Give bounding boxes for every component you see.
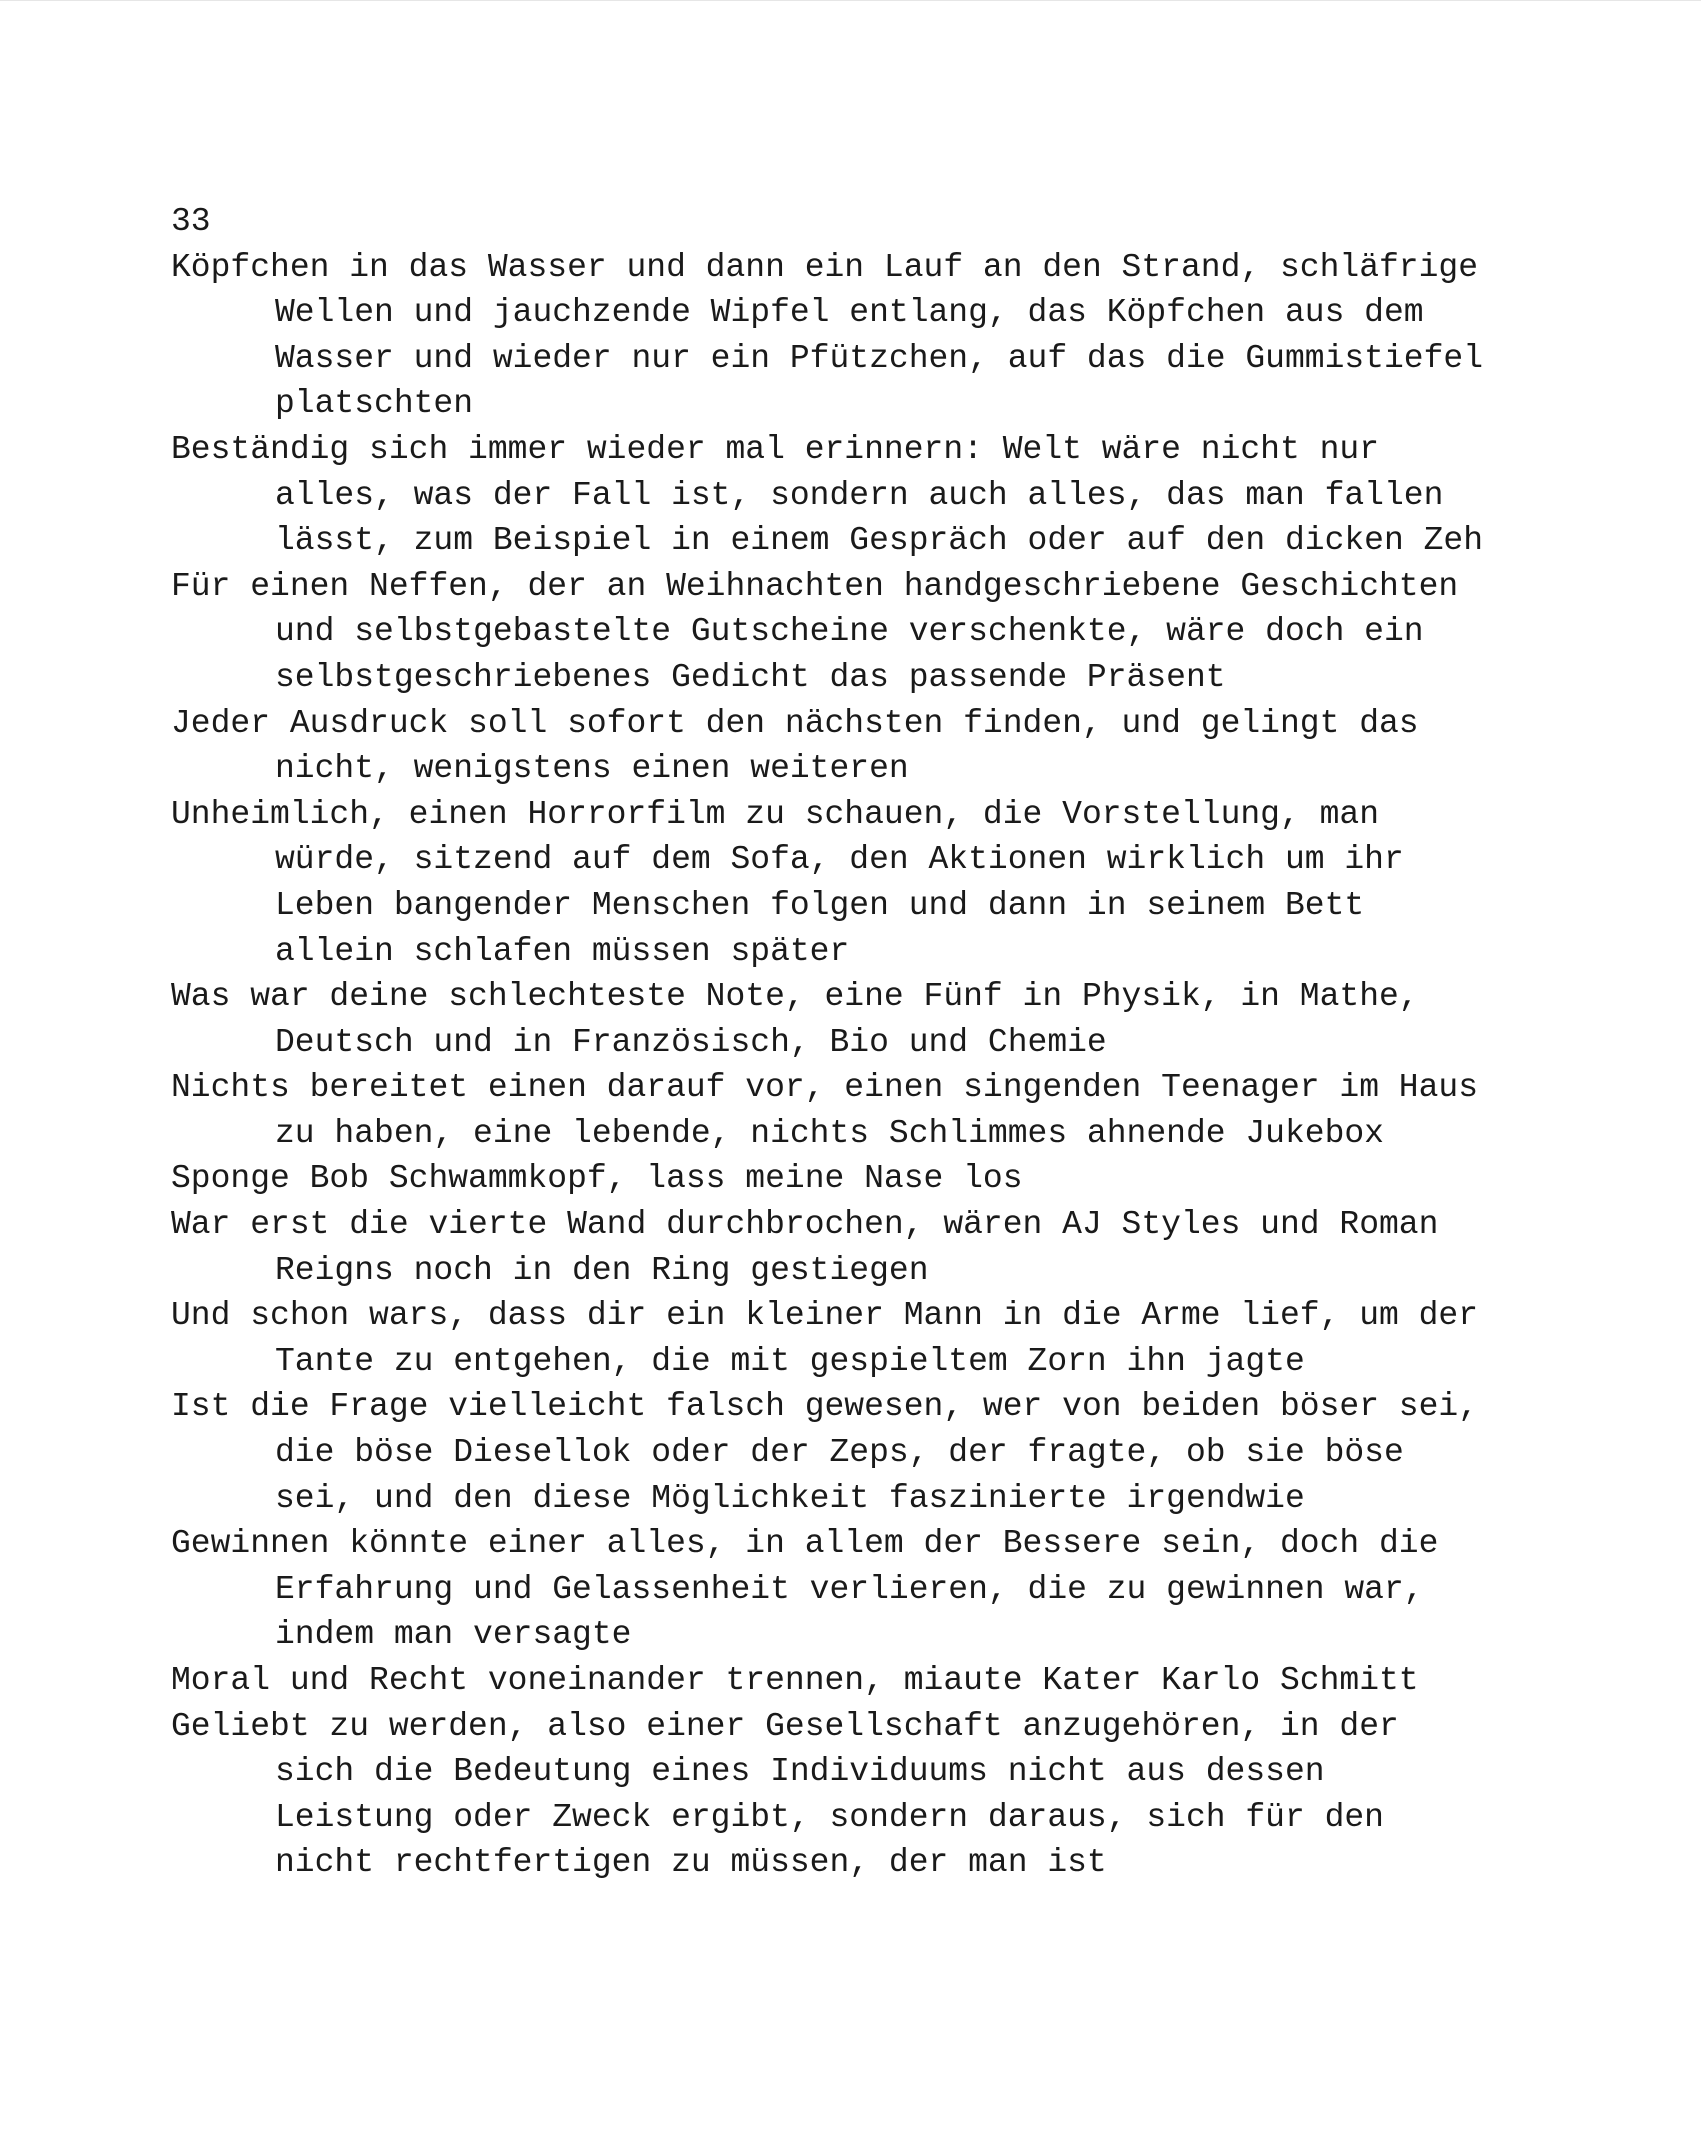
- entry-first-line: War erst die vierte Wand durchbrochen, wären AJ Styles und Roman: [171, 1206, 1439, 1244]
- entry-continuation-line: lässt, zum Beispiel in einem Gespräch oder auf den dicken Zeh: [275, 522, 1483, 560]
- entry-first-line: Für einen Neffen, der an Weihnachten handgeschriebene Geschichten: [171, 567, 1459, 605]
- text-entry: [171, 1384, 1511, 1521]
- entry-continuation-line: selbstgeschriebenes Gedicht das passende Präsent: [275, 658, 1226, 696]
- entry-continuation-line: sich die Bedeutung eines Individuums nicht aus dessen: [275, 1753, 1325, 1791]
- text-entry: [171, 245, 1511, 427]
- entry-first-line: Moral und Recht voneinander trennen, miaute Kater Karlo Schmitt: [171, 1662, 1419, 1699]
- entry-first-line: Beständig sich immer wieder mal erinnern: Welt wäre nicht nur: [171, 430, 1379, 468]
- entry-continuation-line: indem man versagte: [275, 1616, 632, 1654]
- entry-continuation-line: Leistung oder Zweck ergibt, sondern daraus, sich für den: [275, 1798, 1384, 1836]
- text-entry: [171, 1658, 1511, 1704]
- text-entry: [171, 564, 1511, 701]
- text-body: [171, 199, 1511, 1886]
- text-entry: [171, 427, 1511, 564]
- entry-continuation-line: würde, sitzend auf dem Sofa, den Aktionen wirklich um ihr: [275, 841, 1404, 879]
- entry-continuation-line: nicht rechtfertigen zu müssen, der man ist: [275, 1844, 1107, 1882]
- text-entry: [171, 792, 1511, 974]
- entry-first-line: Jeder Ausdruck soll sofort den nächsten finden, und gelingt das: [171, 704, 1419, 742]
- entry-continuation-line: Reigns noch in den Ring gestiegen: [275, 1251, 929, 1289]
- text-entry: [171, 1156, 1511, 1202]
- text-entry: [171, 701, 1511, 792]
- page-number: 33: [171, 203, 211, 240]
- entry-continuation-line: zu haben, eine lebende, nichts Schlimmes ahnende Jukebox: [275, 1114, 1384, 1152]
- text-entry: [171, 1065, 1511, 1156]
- entry-continuation-line: alles, was der Fall ist, sondern auch alles, das man fallen: [275, 476, 1444, 514]
- entry-first-line: Gewinnen könnte einer alles, in allem der Bessere sein, doch die: [171, 1525, 1439, 1563]
- entry-first-line: Sponge Bob Schwammkopf, lass meine Nase los: [171, 1160, 1023, 1198]
- entry-first-line: Unheimlich, einen Horrorfilm zu schauen, die Vorstellung, man: [171, 795, 1379, 833]
- entry-first-line: Köpfchen in das Wasser und dann ein Lauf an den Strand, schläfrige: [171, 248, 1479, 286]
- entry-continuation-line: nicht, wenigstens einen weiteren: [275, 750, 909, 788]
- entry-first-line: Und schon wars, dass dir ein kleiner Mann in die Arme lief, um der: [171, 1297, 1479, 1335]
- entry-continuation-line: sei, und den diese Möglichkeit faszinierte irgendwie: [275, 1479, 1305, 1517]
- entry-continuation-line: Wellen und jauchzende Wipfel entlang, das Köpfchen aus dem: [275, 294, 1424, 332]
- entry-list: [171, 245, 1511, 1886]
- entry-continuation-line: Wasser und wieder nur ein Pfützchen, auf das die Gummistiefel: [275, 339, 1483, 377]
- entry-continuation-line: Erfahrung und Gelassenheit verlieren, die zu gewinnen war,: [275, 1570, 1424, 1608]
- entry-continuation-line: die böse Diesellok oder der Zeps, der fragte, ob sie böse: [275, 1434, 1404, 1472]
- entry-continuation-line: Tante zu entgehen, die mit gespieltem Zorn ihn jagte: [275, 1342, 1305, 1380]
- text-entry: [171, 974, 1511, 1065]
- entry-continuation-line: allein schlafen müssen später: [275, 932, 850, 970]
- entry-continuation-line: und selbstgebastelte Gutscheine verschenkte, wäre doch ein: [275, 613, 1424, 651]
- entry-continuation-line: Leben bangender Menschen folgen und dann in seinem Bett: [275, 886, 1365, 924]
- entry-first-line: Nichts bereitet einen darauf vor, einen singenden Teenager im Haus: [171, 1069, 1479, 1107]
- entry-continuation-line: platschten: [275, 385, 474, 423]
- entry-first-line: Ist die Frage vielleicht falsch gewesen, wer von beiden böser sei,: [171, 1388, 1479, 1426]
- entry-first-line: Geliebt zu werden, also einer Gesellschaft anzugehören, in der: [171, 1707, 1399, 1745]
- entry-first-line: Was war deine schlechteste Note, eine Fünf in Physik, in Mathe,: [171, 978, 1419, 1016]
- text-entry: [171, 1293, 1511, 1384]
- entry-continuation-line: Deutsch und in Französisch, Bio und Chemie: [275, 1023, 1107, 1061]
- text-entry: [171, 1704, 1511, 1886]
- text-entry: [171, 1202, 1511, 1293]
- text-entry: [171, 1521, 1511, 1658]
